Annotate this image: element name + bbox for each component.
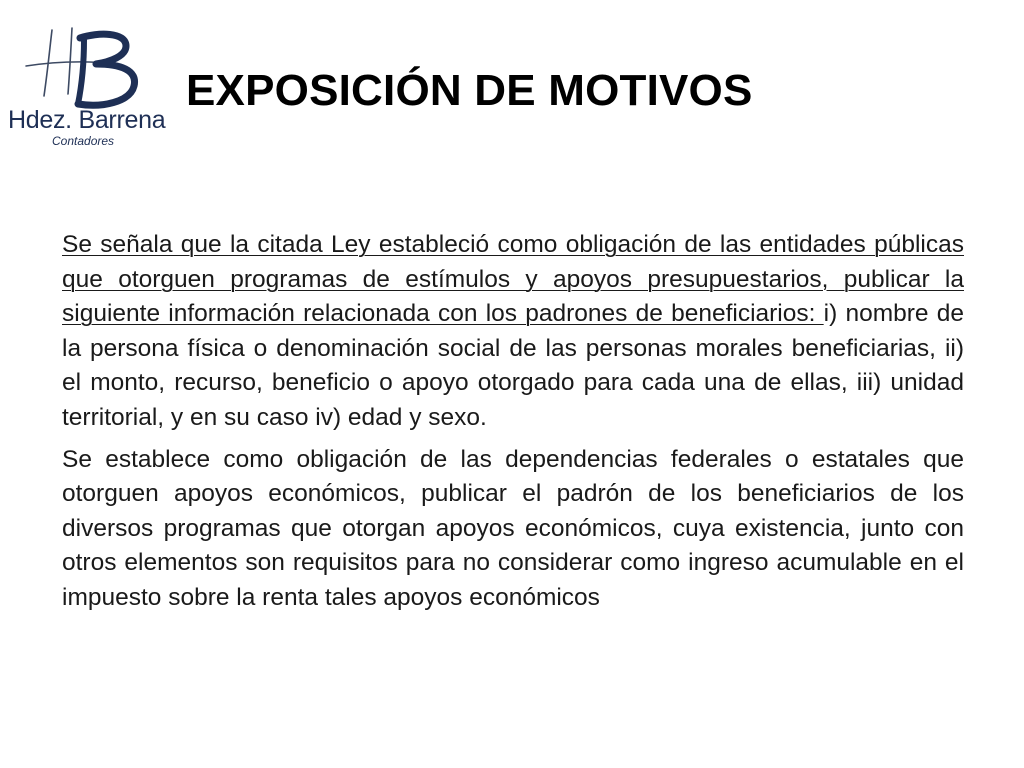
company-logo xyxy=(8,26,166,150)
logo-company-subtitle: Contadores xyxy=(52,134,115,148)
paragraph-2-text: Se establece como obligación de las dependencias federales o estatales que otorguen apoyos económicos, publicar el padrón de los beneficiarios de los diversos programas que otorgan apoyos económicos, cuya existencia, junto con otros elementos son requisitos para no considerar como ingreso acumulable en el impuesto sobre la renta tales apoyos económicos xyxy=(62,445,964,611)
logo-company-name: Hdez. Barrena xyxy=(8,106,166,134)
slide-body xyxy=(62,228,964,623)
paragraph-1 xyxy=(62,228,964,436)
paragraph-1-underlined: Se señala que la citada Ley estableció como obligación de las entidades públicas que otorguen programas de estímulos y apoyos presupuestarios, publicar la siguiente información relacionada con los padrones de beneficiarios: xyxy=(62,231,964,328)
paragraph-2 xyxy=(62,443,964,616)
slide-title: EXPOSICIÓN DE MOTIVOS xyxy=(186,66,753,115)
hb-monogram-icon xyxy=(22,26,146,110)
paragraph-1-text: i) nombre de la persona física o denominación social de las personas morales beneficiarias, ii) el monto, recurso, beneficio o apoyo otorgado para cada una de ellas, iii) unidad territorial, y en su caso iv) edad y sexo. xyxy=(62,300,964,431)
